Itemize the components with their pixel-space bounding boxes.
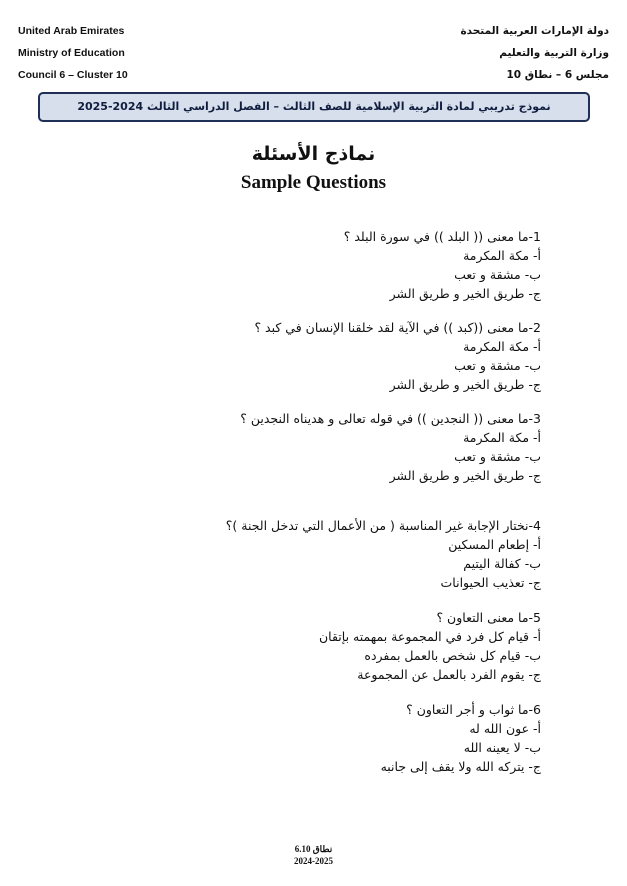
option-c: ج- طريق الخير و طريق الشر [389,286,541,301]
question-text: 5-ما معنى التعاون ؟ [436,610,541,625]
question-3 [240,409,541,485]
header-left [18,20,128,86]
question-text: 1-ما معنى (( البلد )) في سورة البلد ؟ [343,229,541,244]
header-council-ar: مجلس 6 – نطاق 10 [506,69,609,81]
header-right [460,20,609,86]
option-a: أ- عون الله له [469,721,541,736]
footer-year: 2024-2025 [294,856,333,866]
option-c: ج- تعذيب الحيوانات [440,575,541,590]
question-5 [319,608,541,684]
option-c: ج- يقوم الفرد بالعمل عن المجموعة [357,667,541,682]
question-4 [226,516,541,592]
question-2 [254,318,541,394]
question-1 [344,227,541,303]
footer-cluster: نطاق 6.10 [294,844,333,854]
question-6 [381,700,541,776]
option-b: ب- مشقة و تعب [454,267,541,282]
option-c: ج- طريق الخير و طريق الشر [389,377,541,392]
header-country-en: United Arab Emirates [18,25,125,37]
header-country-ar: دولة الإمارات العربية المتحدة [460,25,609,37]
option-a: أ- إطعام المسكين [448,537,541,552]
question-text: 2-ما معنى ((كبد )) في الآية لقد خلقنا الإنسان في كبد ؟ [254,320,541,335]
option-a: أ- قيام كل فرد في المجموعة بمهمته بإتقان [318,629,541,644]
page-title-arabic: نماذج الأسئلة [251,143,376,165]
option-a: أ- مكة المكرمة [463,430,541,445]
question-text: 6-ما ثواب و أجر التعاون ؟ [406,702,541,717]
exam-banner: نموذج تدريبي لمادة التربية الإسلامية للصف الثالث – الفصل الدراسي الثالث 2024-2025 [38,92,590,122]
header-council-en: Council 6 – Cluster 10 [18,69,128,81]
option-a: أ- مكة المكرمة [463,248,541,263]
option-b: ب- مشقة و تعب [454,358,541,373]
option-c: ج- طريق الخير و طريق الشر [389,468,541,483]
option-b: ب- كفالة اليتيم [463,556,541,571]
option-c: ج- يتركه الله ولا يقف إلى جانبه [380,759,541,774]
option-b: ب- لا يعينه الله [463,740,541,755]
question-text: 3-ما معنى (( النجدين )) في قوله تعالى و هديناه النجدين ؟ [240,411,541,426]
header-ministry-ar: وزارة التربية والتعليم [499,47,609,59]
page-title-english: Sample Questions [240,172,387,193]
option-b: ب- قيام كل شخص بالعمل بمفرده [364,648,541,663]
option-b: ب- مشقة و تعب [454,449,541,464]
option-a: أ- مكة المكرمة [463,339,541,354]
question-text: 4-نختار الإجابة غير المناسبة ( من الأعمال التي تدخل الجنة )؟ [225,518,541,533]
page-footer [0,843,627,867]
header-ministry-en: Ministry of Education [18,47,125,59]
